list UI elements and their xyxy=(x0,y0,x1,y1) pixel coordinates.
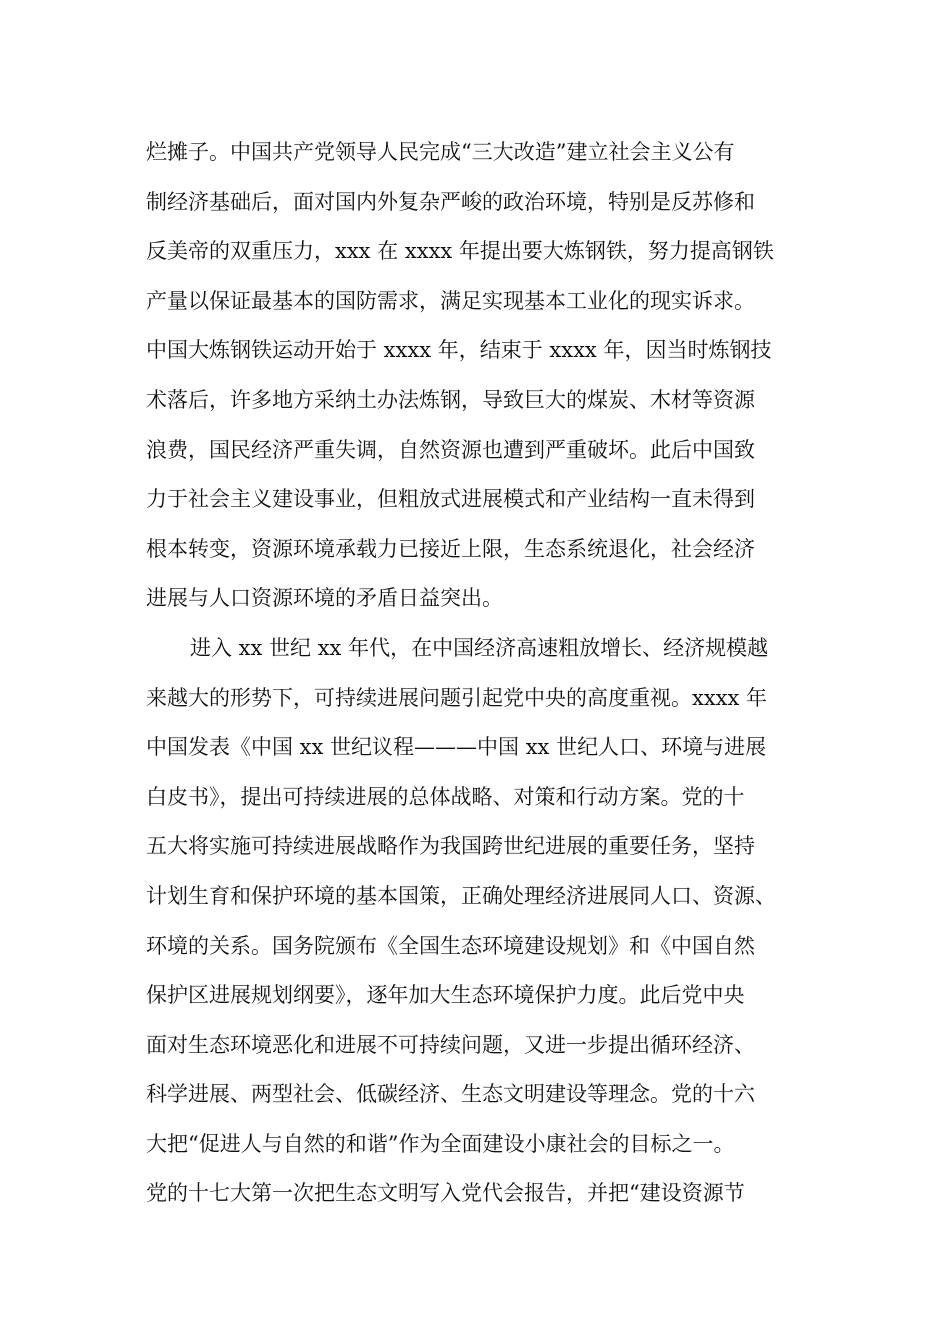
text-line: 计划生育和保护环境的基本国策，正确处理经济进展同人口、资源、 xyxy=(146,883,776,908)
text-line: 进展与人口资源环境的矛盾日益突出。 xyxy=(146,586,503,611)
text-line: 力于社会主义建设事业，但粗放式进展模式和产业结构一直未得到 xyxy=(146,487,755,512)
text-line: 中国发表《中国 xx 世纪议程———中国 xx 世纪人口、环境与进展 xyxy=(146,735,767,760)
text-line: 来越大的形势下，可持续进展问题引起党中央的高度重视。xxxx 年 xyxy=(146,685,768,710)
text-line: 五大将实施可持续进展战略作为我国跨世纪进展的重要任务，坚持 xyxy=(146,834,755,859)
text-line: 大把“促进人与自然的和谐”作为全面建设小康社会的目标之一。 xyxy=(146,1131,735,1156)
text-line: 科学进展、两型社会、低碳经济、生态文明建设等理念。党的十六 xyxy=(146,1082,755,1107)
text-line: 中国大炼钢铁运动开始于 xxxx 年，结束于 xxxx 年，因当时炼钢技 xyxy=(146,338,772,363)
text-line: 产量以保证最基本的国防需求，满足实现基本工业化的现实诉求。 xyxy=(146,288,755,313)
text-line: 白皮书》，提出可持续进展的总体战略、对策和行动方案。党的十 xyxy=(146,784,745,809)
text-line: 环境的关系。国务院颁布《全国生态环境建设规划》和《中国自然 xyxy=(146,933,755,958)
text-line: 进入 xx 世纪 xx 年代，在中国经济高速粗放增长、经济规模越 xyxy=(190,635,769,660)
body-text xyxy=(146,128,826,1219)
text-line: 保护区进展规划纲要》，逐年加大生态环境保护力度。此后党中央 xyxy=(146,983,745,1008)
text-line: 根本转变，资源环境承载力已接近上限，生态系统退化，社会经济 xyxy=(146,536,755,561)
text-line: 烂摊子。中国共产党领导人民完成“三大改造”建立社会主义公有 xyxy=(146,140,735,164)
paragraph xyxy=(146,128,826,624)
text-line: 反美帝的双重压力，xxx 在 xxxx 年提出要大炼钢铁，努力提高钢铁 xyxy=(146,239,774,264)
paragraph xyxy=(146,624,826,1219)
text-line: 面对生态环境恶化和进展不可持续问题，又进一步提出循环经济、 xyxy=(146,1032,755,1057)
text-line: 浪费，国民经济严重失调，自然资源也遭到严重破坏。此后中国致 xyxy=(146,437,755,462)
text-line: 党的十七大第一次把生态文明写入党代会报告，并把“建设资源节 xyxy=(146,1181,745,1206)
text-line: 术落后，许多地方采纳土办法炼钢，导致巨大的煤炭、木材等资源 xyxy=(146,387,755,412)
text-line: 制经济基础后，面对国内外复杂严峻的政治环境，特别是反苏修和 xyxy=(146,189,755,214)
